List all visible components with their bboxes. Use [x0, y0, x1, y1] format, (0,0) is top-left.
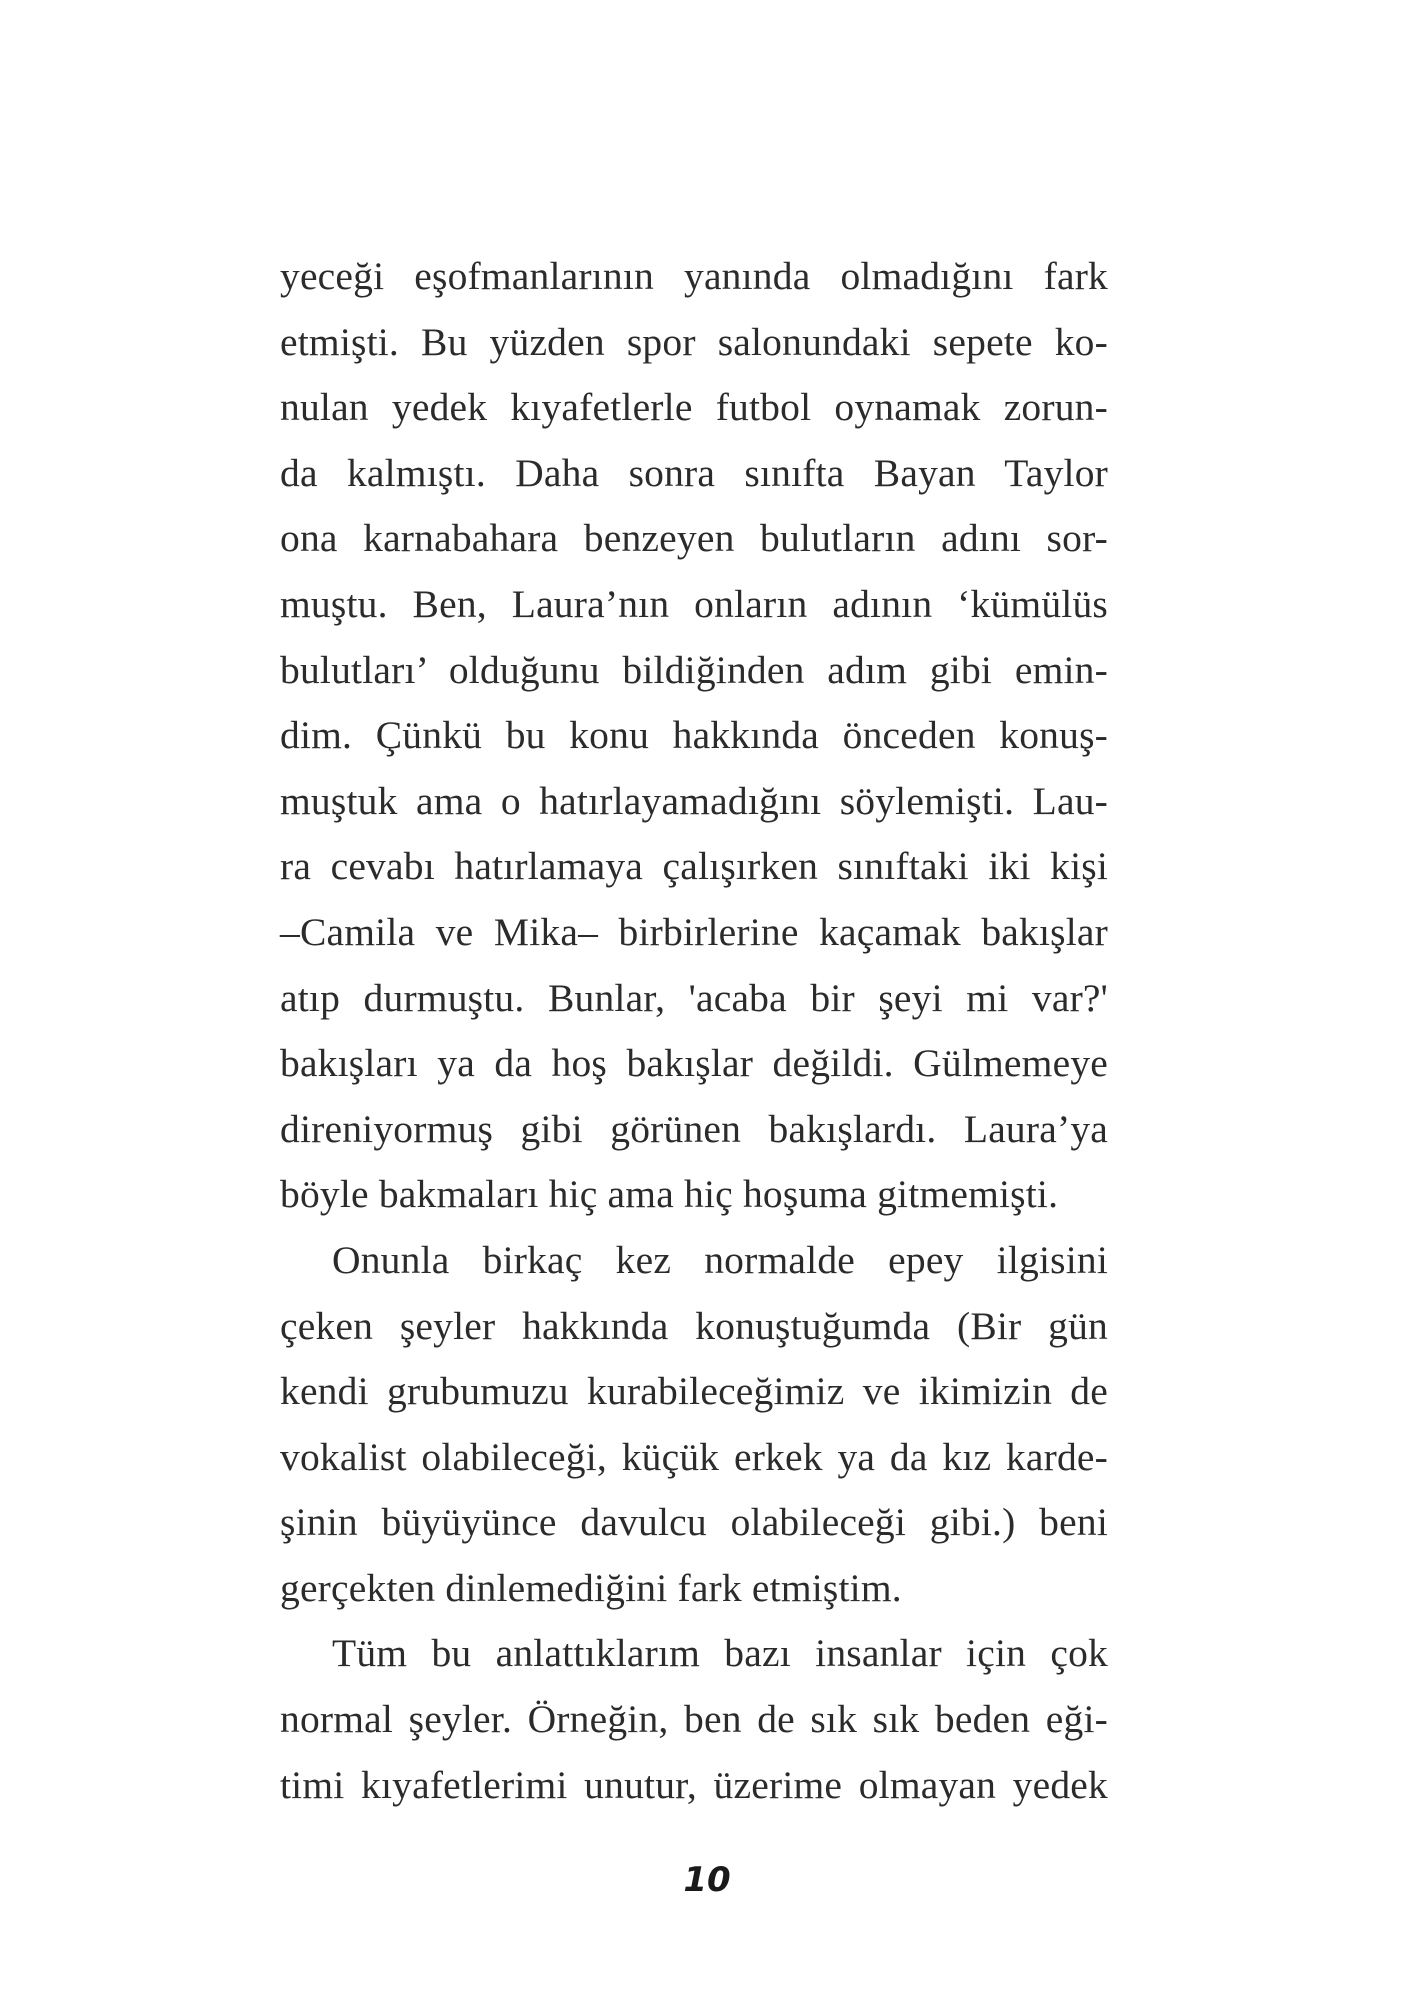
- text-line: timi kıyafetlerimi unutur, üzerime olmayan yedek: [280, 1762, 1108, 1807]
- text-line: atıp durmuştu. Bunlar, 'acaba bir şeyi mi var?': [280, 975, 1108, 1020]
- text-line: vokalist olabileceği, küçük erkek ya da kız karde-: [280, 1434, 1108, 1479]
- text-line: Onunla birkaç kez normalde epey ilgisini: [332, 1237, 1108, 1282]
- text-line: ona karnabahara benzeyen bulutların adını sor-: [280, 516, 1108, 561]
- text-line: bakışları ya da hoş bakışlar değildi. Gülmemeye: [280, 1041, 1108, 1086]
- text-line: nulan yedek kıyafetlerle futbol oynamak zorun-: [280, 385, 1108, 430]
- body-text: [280, 244, 1108, 1818]
- text-line: etmişti. Bu yüzden spor salonundaki sepete ko-: [280, 319, 1108, 364]
- text-line: bulutları’ olduğunu bildiğinden adım gibi emin-: [280, 647, 1108, 692]
- text-line: çeken şeyler hakkında konuştuğumda (Bir gün: [280, 1303, 1108, 1348]
- text-line: muştu. Ben, Laura’nın onların adının ‘kümülüs: [280, 581, 1108, 626]
- text-line: da kalmıştı. Daha sonra sınıfta Bayan Taylor: [280, 450, 1108, 495]
- text-line: Tüm bu anlattıklarım bazı insanlar için çok: [332, 1631, 1108, 1676]
- text-line: –Camila ve Mika– birbirlerine kaçamak bakışlar: [280, 909, 1108, 954]
- text-line: dim. Çünkü bu konu hakkında önceden konuş-: [280, 713, 1108, 758]
- text-line: muştuk ama o hatırlayamadığını söylemişti. Lau-: [280, 778, 1108, 823]
- text-line: normal şeyler. Örneğin, ben de sık sık beden eği-: [280, 1697, 1108, 1742]
- text-line: yeceği eşofmanlarının yanında olmadığını fark: [280, 254, 1108, 298]
- text-line: gerçekten dinlemediğini fark etmiştim.: [280, 1565, 902, 1610]
- text-line: direniyormuş gibi görünen bakışlardı. Laura’ya: [280, 1106, 1108, 1151]
- text-line: böyle bakmaları hiç ama hiç hoşuma gitmemişti.: [280, 1172, 1059, 1217]
- text-line: kendi grubumuzu kurabileceğimiz ve ikimizin de: [280, 1369, 1108, 1414]
- text-line: ra cevabı hatırlamaya çalışırken sınıftaki iki kişi: [280, 844, 1108, 889]
- page-number: 10: [683, 1860, 731, 1900]
- text-line: şinin büyüyünce davulcu olabileceği gibi.) beni: [280, 1500, 1108, 1545]
